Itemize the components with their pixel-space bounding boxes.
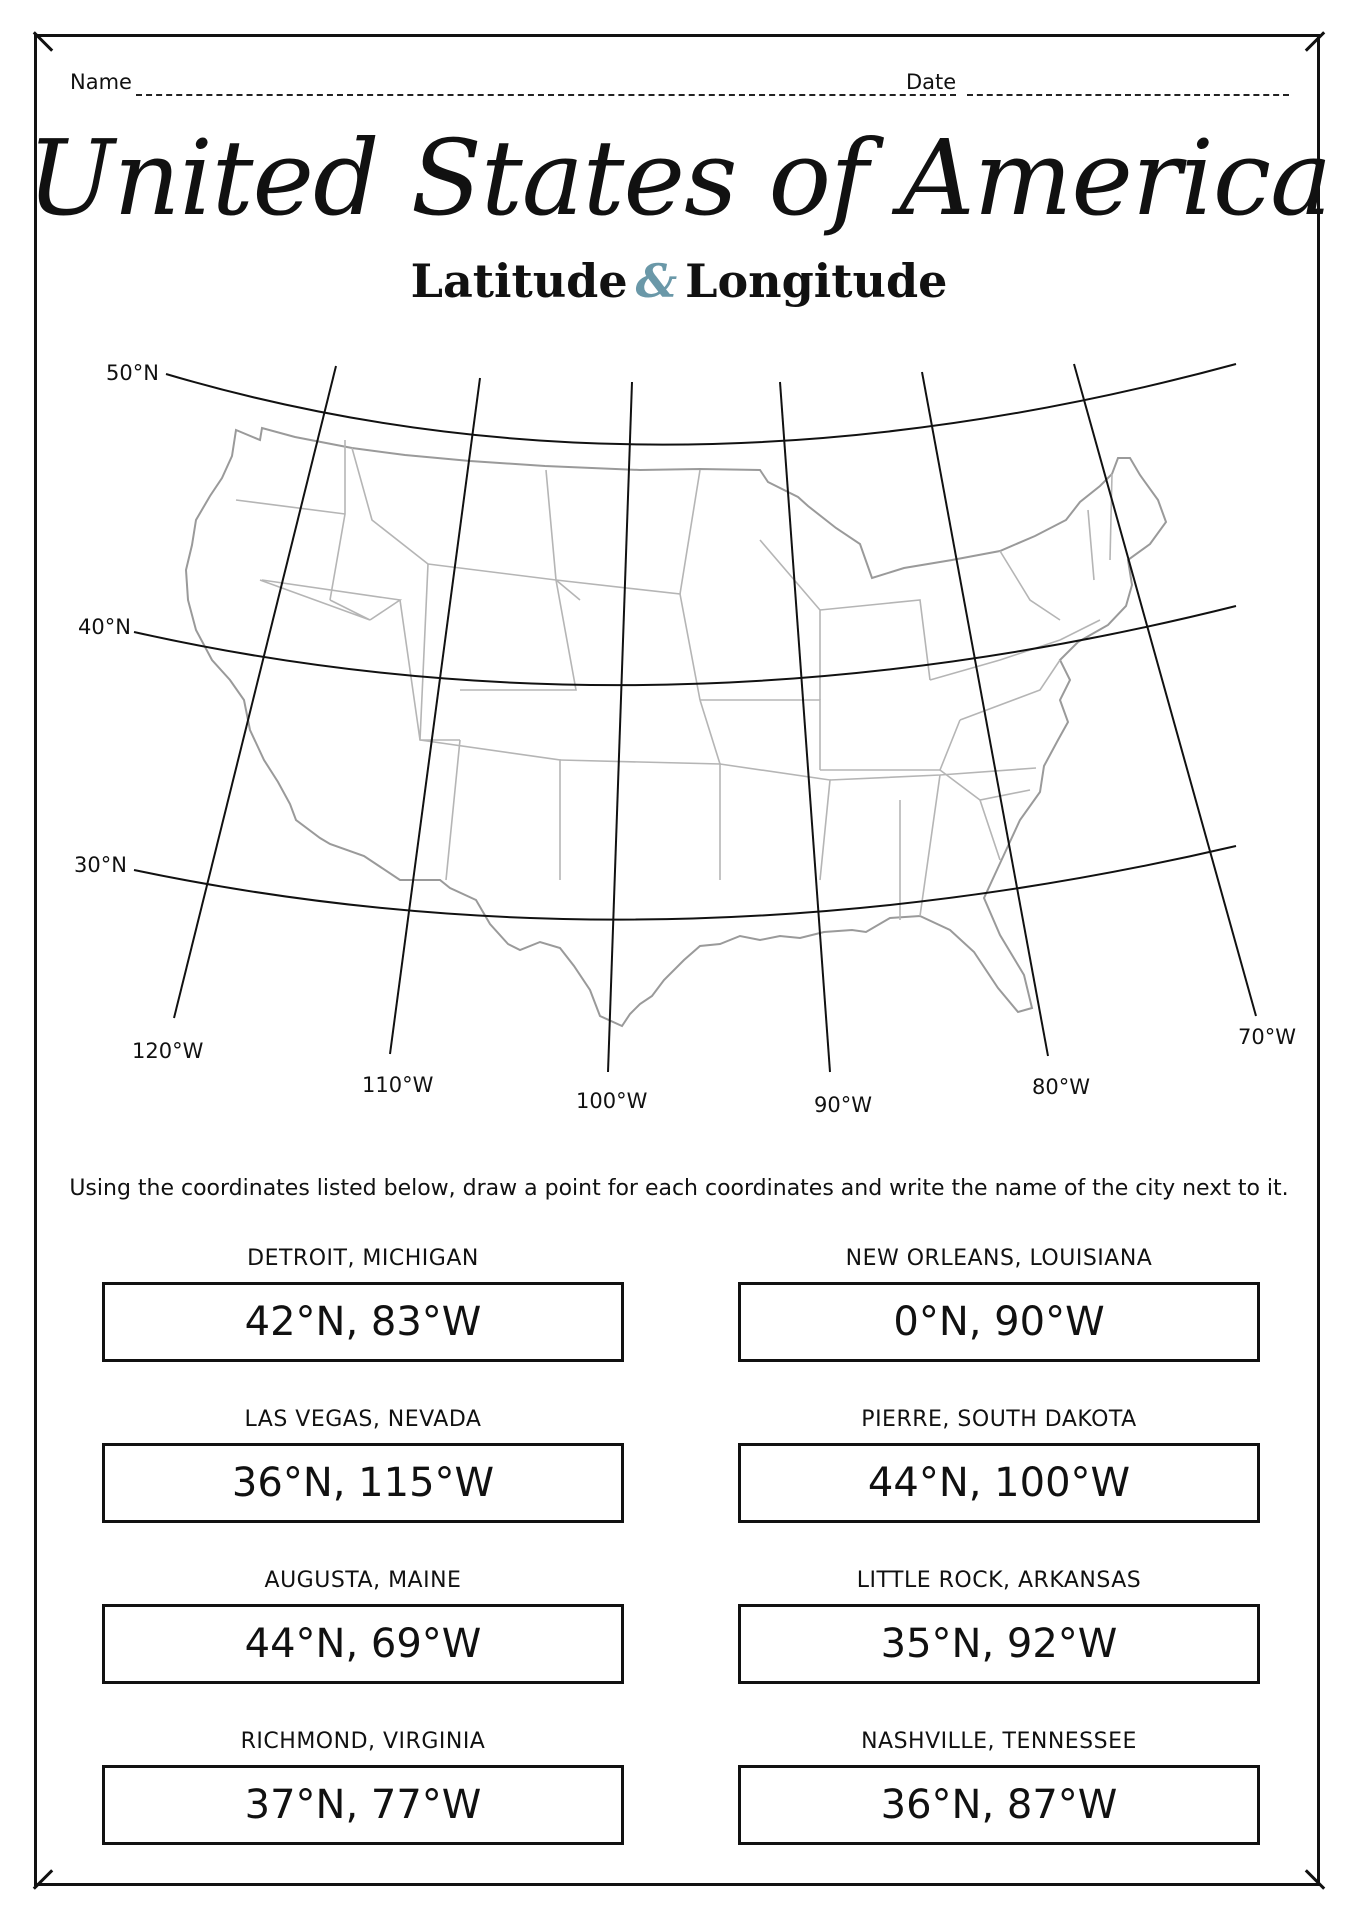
latitude-line-30 [134,846,1236,920]
city-name: PIERRE, SOUTH DAKOTA [861,1407,1137,1432]
city-name: LITTLE ROCK, ARKANSAS [856,1568,1142,1593]
state-borders [236,440,1112,920]
latitude-label-40: 40°N [78,615,131,639]
date-field[interactable] [967,94,1289,96]
latitude-label-30: 30°N [74,853,127,877]
city-name: DETROIT, MICHIGAN [247,1246,479,1271]
coordinate-box: 44°N, 100°W [738,1443,1260,1523]
city-name: LAS VEGAS, NEVADA [244,1407,482,1432]
page-title: United States of America [26,117,1332,239]
coordinate-box: 36°N, 115°W [102,1443,624,1523]
longitude-line-120 [174,366,336,1018]
longitude-label-110: 110°W [362,1073,434,1097]
page-subtitle [0,254,1358,308]
subtitle-ampersand: & [635,254,678,308]
coordinate-box: 35°N, 92°W [738,1604,1260,1684]
us-map [0,340,1358,1120]
instructions: Using the coordinates listed below, draw a point for each coordinates and write the name of the city next to it. [69,1176,1289,1201]
city-name: RICHMOND, VIRGINIA [240,1729,486,1754]
longitude-line-80 [922,372,1048,1056]
city-name: NASHVILLE, TENNESSEE [861,1729,1137,1754]
coordinate-box: 36°N, 87°W [738,1765,1260,1845]
header-row [70,70,1290,100]
name-label: Name [70,70,132,94]
city-name: AUGUSTA, MAINE [264,1568,462,1593]
us-outline [186,428,1166,1026]
coordinate-box: 0°N, 90°W [738,1282,1260,1362]
coordinate-box: 37°N, 77°W [102,1765,624,1845]
date-label: Date [906,70,957,94]
longitude-label-100: 100°W [576,1089,648,1113]
coordinate-box: 44°N, 69°W [102,1604,624,1684]
city-name: NEW ORLEANS, LOUISIANA [845,1246,1153,1271]
longitude-label-70: 70°W [1238,1025,1296,1049]
longitude-label-80: 80°W [1032,1075,1090,1099]
name-field[interactable] [136,94,956,96]
latitude-label-50: 50°N [106,361,159,385]
subtitle-longitude: Longitude [685,254,948,308]
latitude-lines [134,364,1236,920]
longitude-line-70 [1074,364,1256,1016]
subtitle-latitude: Latitude [410,254,628,308]
longitude-label-120: 120°W [132,1039,204,1063]
coordinate-box: 42°N, 83°W [102,1282,624,1362]
longitude-label-90: 90°W [814,1093,872,1117]
longitude-line-110 [390,378,480,1054]
longitude-line-90 [780,382,830,1072]
longitude-line-100 [608,382,632,1072]
